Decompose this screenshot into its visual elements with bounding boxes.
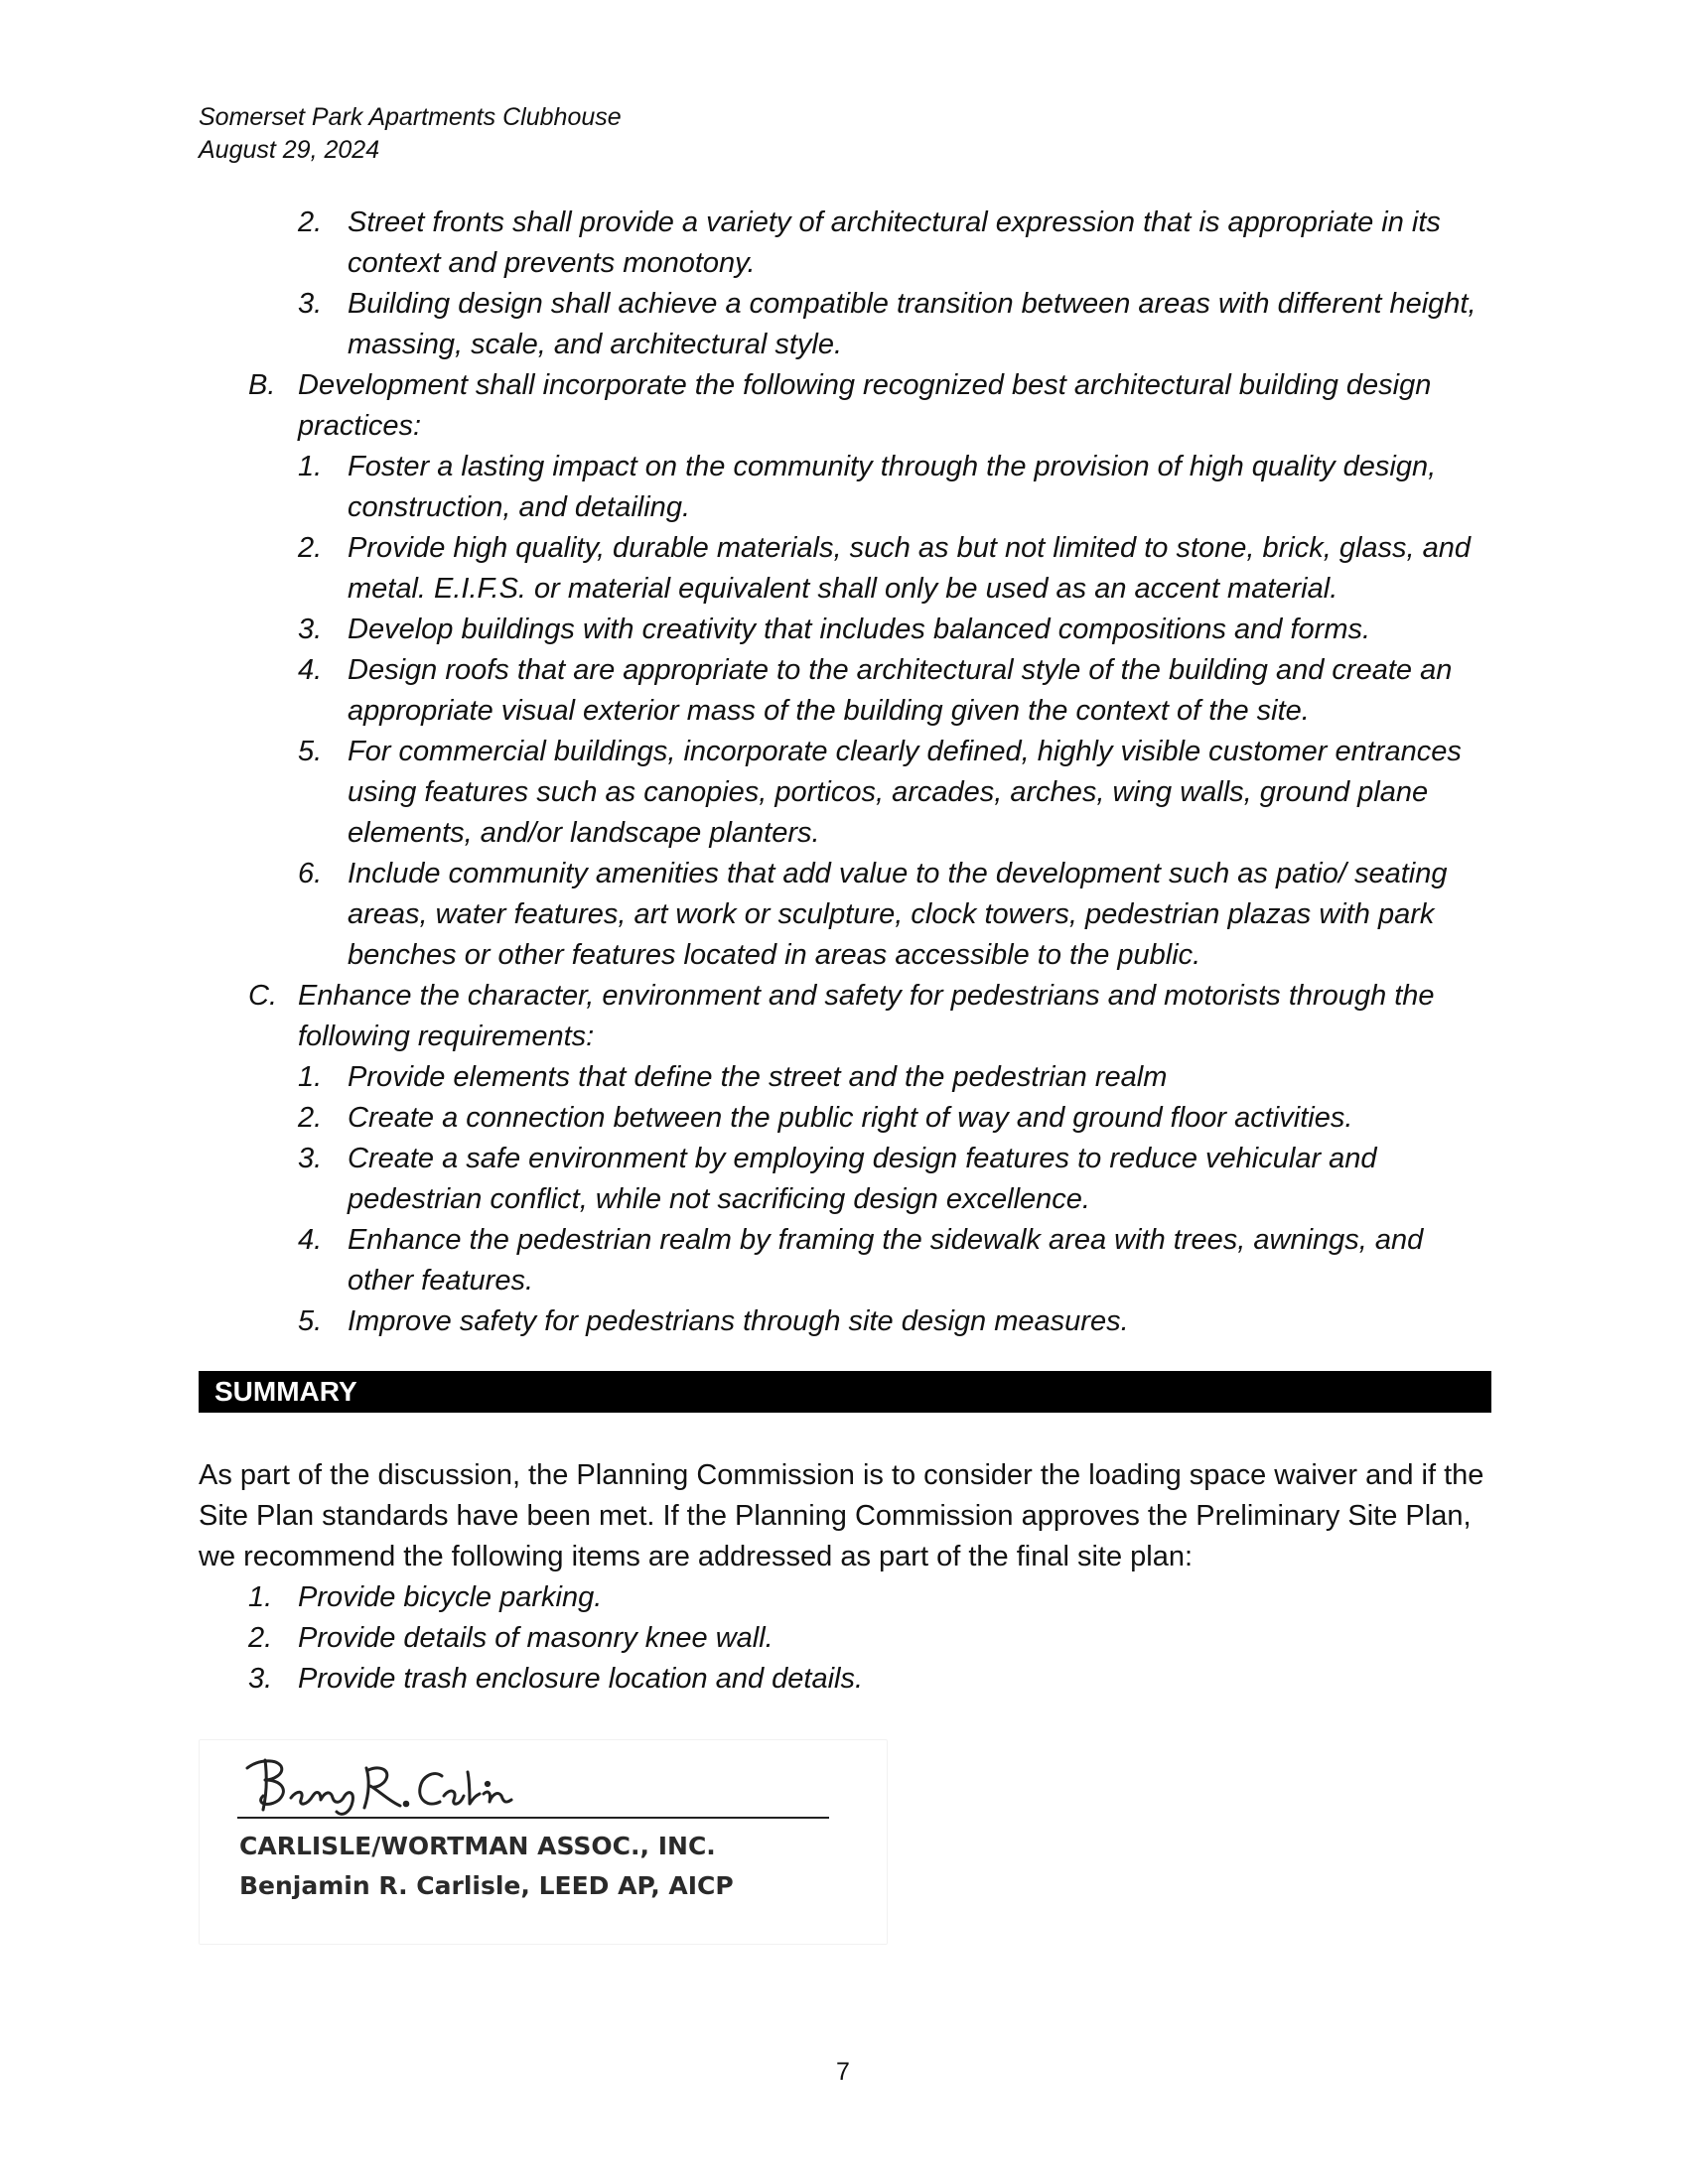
list-item-text: Provide trash enclosure location and details. <box>298 1663 864 1695</box>
list-item-text: Create a safe environment by employing design features to reduce vehicular and pedestrian conflict, while not sacrificing design excellence. <box>348 1143 1377 1215</box>
list-marker: 3. <box>298 614 323 645</box>
list-marker: 1. <box>298 451 323 482</box>
signature-company: CARLISLE/WORTMAN ASSOC., INC. <box>239 1832 716 1860</box>
list-item-text: Design roofs that are appropriate to the architectural style of the building and create an appropriate visual exterior mass of the building given the context of the site. <box>348 654 1453 727</box>
page-number: 7 <box>836 2058 850 2086</box>
list-item-text: Provide elements that define the street and the pedestrian realm <box>348 1061 1168 1093</box>
signature-text: Benj R. Carlisle <box>237 1746 244 1747</box>
list-item-text: Create a connection between the public right of way and ground floor activities. <box>348 1102 1353 1134</box>
list-item-text: Improve safety for pedestrians through site design measures. <box>348 1305 1129 1337</box>
list-item <box>0 976 1489 1057</box>
list-item <box>0 732 1489 854</box>
list-item-text: Street fronts shall provide a variety of architectural expression that is appropriate in its context and prevents monotony. <box>348 206 1441 279</box>
list-item <box>0 365 1489 447</box>
list-item-text: Enhance the character, environment and safety for pedestrians and motorists through the following requirements: <box>298 980 1435 1052</box>
list-item <box>0 284 1489 365</box>
signature-block <box>199 1739 888 1945</box>
list-marker: 5. <box>298 736 323 767</box>
list-item <box>0 1139 1489 1220</box>
list-marker: 2. <box>298 1102 323 1134</box>
list-item-text: Building design shall achieve a compatible transition between areas with different height, massing, scale, and architectural style. <box>348 288 1477 360</box>
signature-name: Benjamin R. Carlisle, LEED AP, AICP <box>239 1871 734 1900</box>
list-item <box>0 610 1489 650</box>
list-marker: C. <box>248 980 277 1012</box>
list-item-text: Development shall incorporate the following recognized best architectural building design practices: <box>298 369 1432 442</box>
list-item <box>0 1659 1489 1700</box>
list-item-text: Enhance the pedestrian realm by framing the sidewalk area with trees, awnings, and other features. <box>348 1224 1424 1297</box>
list-marker: B. <box>248 369 276 401</box>
handwritten-signature <box>237 1746 535 1818</box>
list-marker: 2. <box>298 532 323 564</box>
guidelines-list <box>0 203 1688 1342</box>
summary-paragraph: As part of the discussion, the Planning Commission is to consider the loading space waiver and if the Site Plan standards have been met. If the Planning Commission approves the Preliminary Site Plan, we recommend the following items are addressed as part of the final site plan: <box>199 1459 1484 1572</box>
list-item-text: Provide details of masonry knee wall. <box>298 1622 774 1654</box>
list-marker: 3. <box>298 1143 323 1174</box>
list-item-text: Foster a lasting impact on the community through the provision of high quality design, construction, and detailing. <box>348 451 1437 523</box>
list-item <box>0 203 1489 284</box>
list-item <box>0 1618 1489 1659</box>
list-item-text: Provide bicycle parking. <box>298 1581 603 1613</box>
list-marker: 5. <box>298 1305 323 1337</box>
list-item <box>0 1577 1489 1618</box>
summary-list <box>0 1577 1688 1700</box>
list-item <box>0 447 1489 528</box>
list-item <box>0 1098 1489 1139</box>
list-marker: 3. <box>248 1663 273 1695</box>
list-item-text: Include community amenities that add value to the development such as patio/ seating areas, water features, art work or sculpture, clock towers, pedestrian plazas with park benches or other features located in areas accessible to the public. <box>348 858 1448 971</box>
list-marker: 2. <box>298 206 323 238</box>
document-date: August 29, 2024 <box>199 136 380 164</box>
list-item <box>0 528 1489 610</box>
list-marker: 4. <box>298 1224 323 1256</box>
list-marker: 6. <box>298 858 323 889</box>
list-item-text: Develop buildings with creativity that includes balanced compositions and forms. <box>348 614 1371 645</box>
list-item <box>0 1057 1489 1098</box>
list-marker: 1. <box>248 1581 273 1613</box>
list-marker: 4. <box>298 654 323 686</box>
list-marker: 2. <box>248 1622 273 1654</box>
summary-heading: SUMMARY <box>199 1371 1491 1413</box>
list-item-text: For commercial buildings, incorporate clearly defined, highly visible customer entrances using features such as canopies, porticos, arcades, arches, wing walls, ground plane elements, and/or landscape planters. <box>348 736 1462 849</box>
list-marker: 1. <box>298 1061 323 1093</box>
page-header <box>199 101 622 167</box>
project-title: Somerset Park Apartments Clubhouse <box>199 103 622 131</box>
list-item-text: Provide high quality, durable materials, such as but not limited to stone, brick, glass, and metal. E.I.F.S. or material equivalent shall only be used as an accent material. <box>348 532 1472 605</box>
list-item <box>0 1301 1489 1342</box>
list-item <box>0 854 1489 976</box>
signature-line <box>237 1817 829 1819</box>
list-item <box>0 650 1489 732</box>
list-marker: 3. <box>298 288 323 320</box>
list-item <box>0 1220 1489 1301</box>
